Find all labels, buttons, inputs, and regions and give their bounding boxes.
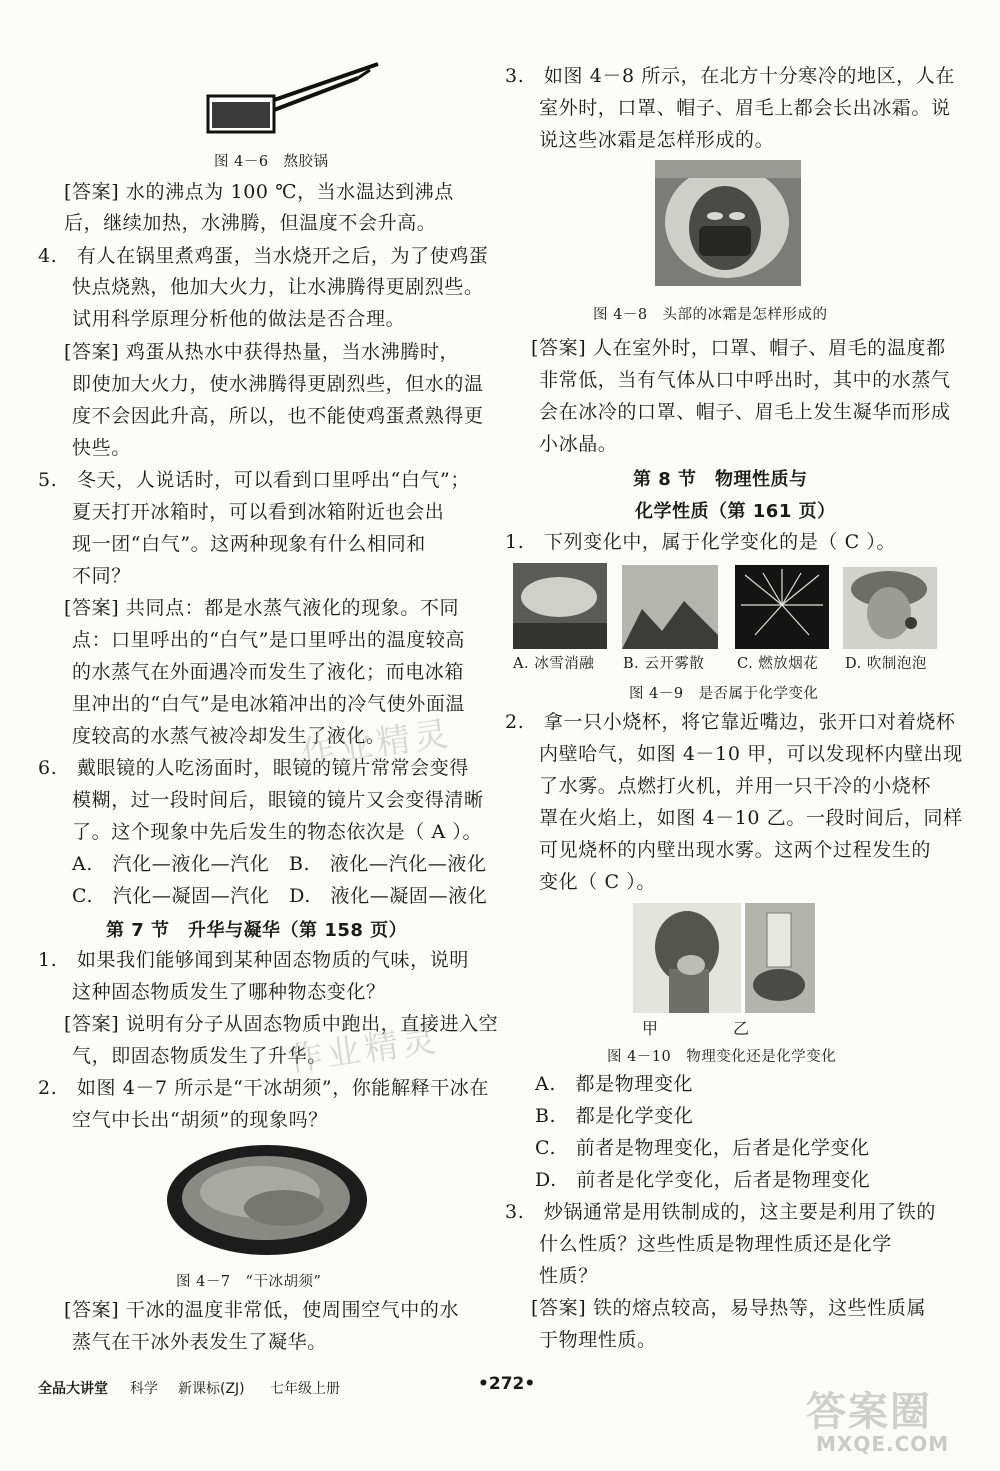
sec7-answer-1-line: [答案] 说明有分子从固态物质中跑出，直接进入空 (64, 1013, 499, 1035)
footer-subject: 科学 (130, 1381, 158, 1397)
answer-line: [答案] 水的沸点为 100 ℃，当水温达到沸点 (64, 181, 454, 203)
question-4-line: 快点烧熟，他加大火力，让水沸腾得更剧烈些。 (72, 276, 484, 298)
sec8-answer-3-line: [答案] 铁的熔点较高，易导热等，这些性质属 (531, 1297, 927, 1319)
figure-4-10-label-yi: 乙 (733, 1019, 750, 1038)
answer-5-line: 点：口里呼出的“白气”是口里呼出的温度较高 (72, 629, 466, 651)
figure-4-9-photo-c (735, 565, 829, 649)
question-3-line: 说这些冰霜是怎样形成的。 (539, 129, 775, 151)
figure-4-9-photo-a (513, 563, 607, 649)
sec8-question-2-option: B. 都是化学变化 (535, 1105, 694, 1127)
sec8-question-2-option: C. 前者是物理变化，后者是化学变化 (535, 1137, 870, 1159)
question-6-option-line: A. 汽化—液化—汽化 B. 液化—汽化—液化 (72, 853, 487, 875)
sec8-question-3-line: 性质？ (539, 1265, 598, 1287)
figure-4-8-caption: 图 4－8 头部的冰霜是怎样形成的 (593, 307, 828, 323)
figure-4-9-label-a: A. 冰雪消融 (513, 656, 595, 672)
footer-grade: 七年级上册 (270, 1381, 340, 1397)
sec8-question-2-line: 2. 拿一只小烧杯，将它靠近嘴边，张开口对着烧杯 (505, 711, 956, 733)
question-6-option-line: C. 汽化—凝固—汽化 D. 液化—凝固—液化 (72, 885, 488, 907)
figure-4-9-caption: 图 4－9 是否属于化学变化 (629, 686, 819, 702)
figure-4-7-caption: 图 4－7 “干冰胡须” (176, 1274, 322, 1290)
sec8-question-1: 1. 下列变化中，属于化学变化的是（ C ）。 (505, 531, 897, 553)
watermark-text: 作业精灵 (286, 1019, 443, 1081)
figure-4-9-label-c: C. 燃放烟花 (737, 656, 819, 672)
sec8-question-2-option: A. 都是物理变化 (535, 1073, 694, 1095)
sec7-question-2-line: 2. 如图 4－7 所示是“干冰胡须”，你能解释干冰在 (38, 1077, 490, 1099)
question-4-line: 4. 有人在锅里煮鸡蛋，当水烧开之后，为了使鸡蛋 (38, 245, 489, 267)
question-5-line: 5. 冬天，人说话时，可以看到口里呼出“白气”； (38, 469, 470, 491)
question-6-line: 6. 戴眼镜的人吃汤面时，眼镜的镜片常常会变得 (38, 757, 469, 779)
question-4-line: 试用科学原理分析他的做法是否合理。 (72, 308, 406, 330)
answer-4-line: [答案] 鸡蛋从热水中获得热量，当水沸腾时， (64, 341, 460, 363)
sec8-question-2-line: 罩在火焰上，如图 4－10 乙。一段时间后，同样 (539, 807, 963, 829)
site-logo (800, 1380, 970, 1460)
answer-4-line: 度不会因此升高，所以，也不能使鸡蛋煮熟得更 (72, 405, 484, 427)
figure-4-10-caption: 图 4－10 物理变化还是化学变化 (607, 1049, 837, 1065)
question-6-line: 模糊，过一段时间后，眼镜的镜片又会变得清晰 (72, 789, 484, 811)
section-8-title-line1: 第 8 节 物理性质与 (633, 469, 808, 490)
answer-3-line: 会在冰冷的口罩、帽子、眉毛上发生凝华而形成 (539, 401, 951, 423)
figure-4-6-caption: 图 4－6 熬胶锅 (214, 154, 329, 170)
question-6-line: 了。这个现象中先后发生的物态依次是（ A ）。 (72, 821, 483, 843)
sec7-question-2-line: 空气中长出“胡须”的现象吗？ (72, 1109, 328, 1131)
sec7-answer-1-line: 气，即固态物质发生了升华。 (72, 1045, 327, 1067)
sec8-question-3-line: 3. 炒锅通常是用铁制成的，这主要是利用了铁的 (505, 1201, 936, 1223)
sec8-question-2-line: 了水雾。点燃打火机，并用一只干冷的小烧杯 (539, 775, 932, 797)
answer-5-line: 度较高的水蒸气被冷却发生了液化。 (72, 725, 386, 747)
sec8-question-2-line: 可见烧杯的内壁出现水雾。这两个过程发生的 (539, 839, 932, 861)
sec7-question-1-line: 1. 如果我们能够闻到某种固态物质的气味，说明 (38, 949, 469, 971)
section-7-title: 第 7 节 升华与凝华（第 158 页） (106, 920, 408, 941)
figure-4-9-photo-b (622, 565, 718, 649)
figure-4-9-label-d: D. 吹制泡泡 (845, 656, 927, 672)
sec8-question-3-line: 什么性质？这些性质是物理性质还是化学 (539, 1233, 892, 1255)
answer-5-line: 的水蒸气在外面遇冷而发生了液化；而电冰箱 (72, 661, 465, 683)
figure-4-8-frost-photo (655, 160, 801, 286)
question-5-line: 现一团“白气”。这两种现象有什么相同和 (72, 533, 426, 555)
sec7-answer-2-line: 蒸气在干冰外表发生了凝华。 (72, 1331, 327, 1353)
site-logo-text: 答案圈 (806, 1389, 932, 1435)
sec7-answer-2-line: [答案] 干冰的温度非常低，使周围空气中的水 (64, 1299, 460, 1321)
footer-brand: 全品大讲堂 (38, 1381, 108, 1397)
sec8-question-2-line: 内壁哈气，如图 4－10 甲，可以发现杯内壁出现 (539, 743, 963, 765)
answer-3-line: [答案] 人在室外时，口罩、帽子、眉毛的温度都 (531, 337, 946, 359)
figure-4-9-photo-d (843, 567, 937, 649)
sec7-question-1-line: 这种固态物质发生了哪种物态变化？ (72, 981, 386, 1003)
sec8-question-2-line: 变化（ C ）。 (539, 871, 656, 893)
answer-4-line: 即使加大火力，使水沸腾得更剧烈些，但水的温 (72, 373, 484, 395)
answer-5-line: 里冲出的“白气”是电冰箱冲出的冷气使外面温 (72, 693, 466, 715)
page-number: •272• (478, 1374, 536, 1394)
site-url: MXQE.COM (816, 1432, 950, 1456)
answer-3-line: 非常低，当有气体从口中呼出时，其中的水蒸气 (539, 369, 951, 391)
answer-line: 后，继续加热，水沸腾，但温度不会升高。 (64, 212, 437, 234)
section-8-title-line2: 化学性质（第 161 页） (635, 501, 836, 522)
footer-edition: 新课标(ZJ) (178, 1381, 245, 1397)
sec8-question-2-option: D. 前者是化学变化，后者是物理变化 (535, 1169, 871, 1191)
watermark-text: 作业精灵 (298, 713, 455, 775)
question-5-line: 夏天打开冰箱时，可以看到冰箱附近也会出 (72, 501, 445, 523)
figure-4-10-photo-jia (633, 903, 741, 1013)
figure-4-10-label-jia: 甲 (642, 1019, 659, 1038)
question-3-line: 3. 如图 4－8 所示，在北方十分寒冷的地区，人在 (505, 65, 955, 87)
sec8-answer-3-line: 于物理性质。 (539, 1329, 657, 1351)
answer-3-line: 小冰晶。 (539, 433, 618, 455)
figure-4-9-label-b: B. 云开雾散 (623, 656, 705, 672)
answer-5-line: [答案] 共同点：都是水蒸气液化的现象。不同 (64, 597, 460, 619)
figure-4-10-photo-yi (745, 903, 815, 1013)
answer-4-line: 快些。 (72, 437, 131, 459)
question-5-line: 不同？ (72, 565, 131, 587)
question-3-line: 室外时，口罩、帽子、眉毛上都会长出冰霜。说 (539, 97, 951, 119)
figure-4-6-glue-pot (198, 60, 398, 140)
figure-4-7-dry-ice-beard (164, 1142, 370, 1258)
